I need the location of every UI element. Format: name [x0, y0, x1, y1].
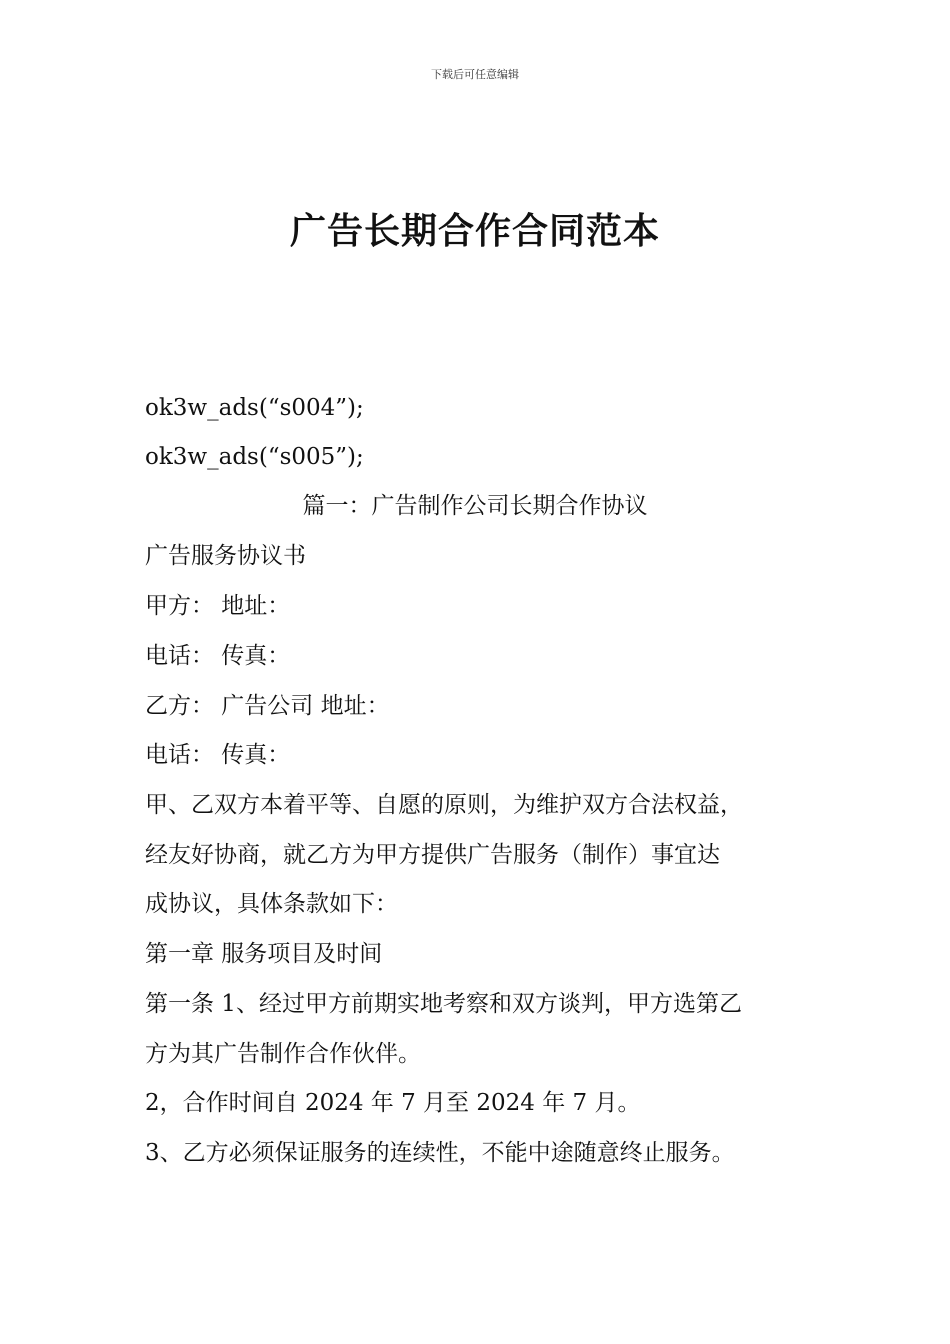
- clause-line: 方为其广告制作合作伙伴。: [145, 1041, 421, 1067]
- clause-line: 3、乙方必须保证服务的连续性，不能中途随意终止服务。: [145, 1140, 735, 1166]
- document-title: 广告长期合作合同范本: [289, 210, 660, 252]
- code-line-1: ok3w_ads(“s004”);: [145, 395, 364, 421]
- paragraph-line: 成协议，具体条款如下：: [145, 891, 398, 917]
- clause-line: 2，合作时间自 2024 年 7 月至 2024 年 7 月。: [145, 1090, 641, 1116]
- paragraph-line: 经友好协商，就乙方为甲方提供广告服务（制作）事宜达: [145, 842, 720, 868]
- party-a-contact-line: 电话： 传真：: [145, 643, 291, 669]
- agreement-title: 广告服务协议书: [145, 543, 306, 569]
- header-note: 下载后可任意编辑: [431, 68, 519, 81]
- code-line-2: ok3w_ads(“s005”);: [145, 444, 364, 470]
- section-heading: 篇一：广告制作公司长期合作协议: [302, 493, 648, 519]
- party-a-line: 甲方： 地址：: [145, 593, 291, 619]
- party-b-contact-line: 电话： 传真：: [145, 742, 291, 768]
- clause-line: 第一条 1、经过甲方前期实地考察和双方谈判，甲方选第乙: [145, 991, 742, 1017]
- chapter-heading: 第一章 服务项目及时间: [145, 941, 383, 967]
- paragraph-line: 甲、乙双方本着平等、自愿的原则，为维护双方合法权益，: [145, 792, 743, 818]
- party-b-line: 乙方： 广告公司 地址：: [145, 693, 390, 719]
